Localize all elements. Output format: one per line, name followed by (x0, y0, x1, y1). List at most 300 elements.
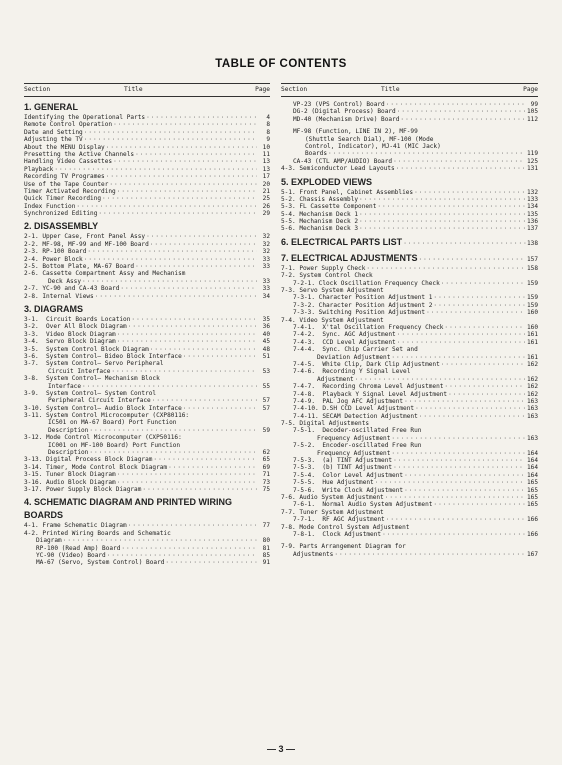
page-ref: 165 (526, 501, 538, 509)
toc-entry-title: 7-5-3. (b) TINT Adjustment (293, 464, 393, 472)
section-heading-text: 4. SCHEMATIC DIAGRAM AND PRINTED WIRING (24, 497, 232, 508)
page-ref: 32 (262, 240, 270, 248)
dot-leader (113, 121, 257, 128)
dot-leader (404, 487, 525, 494)
dot-leader (404, 472, 525, 479)
dot-leader (397, 339, 525, 346)
toc-entry-continued (281, 509, 538, 516)
page-ref: 36 (262, 323, 270, 331)
toc-entry-continued (281, 128, 538, 135)
dot-leader (391, 435, 525, 442)
toc-entry-title: 3-9. System Control— System Control (24, 389, 157, 397)
section-heading-text: 1. GENERAL (24, 102, 79, 112)
dot-leader (54, 166, 257, 173)
page-ref: 8 (266, 128, 270, 136)
toc-entry-title: 2-7. YC-90 and CA-43 Board (24, 285, 120, 293)
toc-entry-title: Peripheral Circuit Interface (48, 397, 151, 405)
toc-entry-title: (Shuttle Search Dial), MF-100 (Mode (305, 135, 434, 143)
toc-entry-title: Timer Activated Recording (24, 187, 116, 195)
toc-entry-title: Description (48, 449, 89, 457)
toc-entry-title: RP-100 (Read Amp) Board (36, 544, 121, 552)
page-ref: 81 (262, 544, 270, 552)
section-heading (24, 101, 270, 114)
toc-entry (281, 494, 538, 501)
dot-leader (117, 471, 257, 478)
toc-entry (281, 265, 538, 272)
toc-entry-continued (24, 412, 270, 419)
dot-leader (84, 256, 257, 263)
toc-entry-title: 7-1. Power Supply Check (281, 264, 366, 272)
dot-leader (393, 457, 525, 464)
toc-entry-title: 3-2. Over All Block Diagram (24, 323, 127, 331)
section-header: Section (281, 86, 308, 93)
toc-entry-title: Adjustments (293, 550, 334, 558)
toc-entry-continued (24, 442, 270, 449)
toc-entry (281, 196, 538, 203)
toc-entry-title: Presetting the Active Channels (24, 150, 135, 158)
page-ref: 162 (526, 360, 538, 368)
page-ref: 165 (526, 486, 538, 494)
toc-entry (24, 203, 270, 210)
page-ref: 59 (262, 426, 270, 434)
toc-entry-title: 4-3. Semiconductor Lead Layouts (281, 165, 395, 173)
toc-entry (24, 241, 270, 248)
column-header (281, 83, 538, 97)
page-ref: 45 (262, 338, 270, 346)
toc-entry-title: Remote Control Operation (24, 121, 113, 129)
page-ref: 73 (262, 478, 270, 486)
page-header: Page (255, 86, 270, 93)
page-ref: 32 (262, 233, 270, 241)
toc-entry-continued (281, 143, 538, 150)
page-ref: 166 (526, 530, 538, 538)
dot-leader (135, 151, 257, 158)
toc-entry-title: 3-5. System Control Block Diagram (24, 345, 149, 353)
page-ref: 135 (526, 210, 538, 218)
toc-entry (24, 346, 270, 353)
toc-entry-title: Quick Timer Recording (24, 195, 102, 203)
dot-leader (359, 225, 525, 232)
page-ref: 8 (266, 121, 270, 129)
toc-entry (24, 144, 270, 151)
dot-leader (150, 241, 257, 248)
page-ref: 57 (262, 397, 270, 405)
toc-entry-title: 3-13. Digital Process Block Diagram (24, 456, 153, 464)
page-ref: 10 (262, 143, 270, 151)
dot-leader (98, 210, 257, 217)
toc-entry-title: Identifying the Operational Parts (24, 114, 146, 121)
toc-entry-title: Use of the Tape Counter (24, 180, 109, 188)
page-ref: 160 (526, 323, 538, 331)
page-ref: 71 (262, 471, 270, 479)
toc-entry-title: 3-14. Timer, Mode Control Block Diagram (24, 463, 168, 471)
toc-entry (24, 397, 270, 404)
toc-entry (281, 487, 538, 494)
page-ref: 80 (262, 537, 270, 545)
page-ref: 164 (526, 457, 538, 465)
toc-entry (24, 449, 270, 456)
title-header: Title (381, 86, 400, 93)
toc-entry-title: 7-4. Video System Adjustment (281, 316, 384, 324)
toc-entry-continued (24, 375, 270, 382)
toc-entry (281, 405, 538, 412)
toc-entry-title: 4-2. Printed Wiring Boards and Schematic (24, 529, 171, 537)
dot-leader (146, 233, 257, 240)
section-heading (281, 252, 538, 265)
toc-entry-title: 7-5-2. Encoder-oscillated Free Run (293, 442, 422, 450)
toc-entry (24, 464, 270, 471)
toc-entry-title: VP-23 (VPS Control) Board (293, 101, 385, 108)
toc-entry (24, 456, 270, 463)
toc-entry-title: 7-4-1. X'tal Oscillation Frequency Check (293, 323, 444, 331)
section-header: Section (24, 86, 51, 93)
dot-leader (433, 302, 525, 309)
toc-entry (24, 136, 270, 143)
dot-leader (386, 516, 525, 523)
dot-leader (95, 293, 257, 300)
toc-entry-title: 7-3. Servo System Adjustment (281, 287, 384, 295)
toc-entry-title: MA-67 (Servo, System Control) Board (36, 559, 165, 567)
toc-entry (24, 552, 270, 559)
section-heading (24, 496, 270, 509)
toc-entry (281, 376, 538, 383)
dot-leader (414, 189, 525, 196)
toc-entry-title: 7-6-1. Normal Audio System Adjustment (293, 501, 433, 509)
dot-leader (107, 552, 257, 559)
dot-leader (377, 203, 525, 210)
toc-entry-title: 7-2-1. Clock Oscillation Frequency Check (293, 279, 440, 287)
toc-entry-title: 7-4-7. Recording Chroma Level Adjustment (293, 383, 444, 391)
dot-leader (393, 464, 525, 471)
toc-entry-title: 7-4-2. Sync. AGC Adjustment (293, 331, 396, 339)
toc-entry (281, 361, 538, 368)
toc-entry-title: 7-4-10. D.SH CCD Level Adjustment (293, 405, 415, 413)
toc-entry-continued (24, 270, 270, 277)
dot-leader (441, 361, 525, 368)
dot-leader (419, 253, 526, 265)
page-ref: 134 (526, 203, 538, 211)
toc-entry (281, 218, 538, 225)
dot-leader (359, 218, 525, 225)
section-heading (281, 236, 538, 249)
toc-entry-title: 7-4-9. PAL Jog AFC Adjustment (293, 397, 404, 405)
dot-leader (168, 464, 257, 471)
toc-entry (24, 248, 270, 255)
dot-leader (444, 383, 525, 390)
dot-leader (183, 405, 257, 412)
toc-entry (24, 368, 270, 375)
toc-entry-continued (281, 136, 538, 143)
page-ref: 20 (262, 180, 270, 188)
toc-entry-title: 7-3-3. Switching Position Adjustment (293, 309, 426, 317)
page-ref: 85 (262, 551, 270, 559)
toc-entry (24, 188, 270, 195)
toc-entry (24, 353, 270, 360)
toc-entry (24, 114, 270, 121)
toc-entry-continued (281, 346, 538, 353)
page-ref: 161 (526, 338, 538, 346)
toc-entry-title: Adjustment (317, 375, 354, 383)
toc-entry (24, 151, 270, 158)
dot-leader (328, 150, 525, 157)
page-ref: 53 (262, 367, 270, 375)
page-ref: 119 (526, 150, 538, 158)
toc-entry-title: Date and Setting (24, 128, 83, 136)
toc-entry (281, 302, 538, 309)
page-ref: 33 (262, 285, 270, 293)
page-ref: 34 (262, 292, 270, 300)
page-ref: 137 (526, 225, 538, 233)
dot-leader (415, 405, 525, 412)
toc-entry (281, 203, 538, 210)
toc-entry-title: Diagram (36, 537, 62, 545)
toc-entry-continued (281, 427, 538, 434)
dot-leader (385, 494, 525, 501)
dot-leader (120, 285, 257, 292)
toc-entry (24, 158, 270, 165)
dot-leader (89, 427, 257, 434)
toc-entry-title: 7-4-6. Recording Y Signal Level (293, 368, 411, 376)
toc-entry-title: Circuit Interface (48, 367, 111, 375)
section-heading-text: BOARDS (24, 510, 64, 521)
page-ref: 162 (526, 375, 538, 383)
toc-right-column (281, 83, 538, 558)
dot-leader (82, 278, 257, 285)
toc-entry (24, 316, 270, 323)
toc-entry-title: Synchronized Editing (24, 210, 98, 218)
toc-entry (24, 293, 270, 300)
toc-entry-title: DG-2 (Digital Process) Board (293, 108, 396, 116)
page-ref: 65 (262, 456, 270, 464)
toc-entry-title: 7-5-6. Write Clock Adjustment (293, 486, 404, 494)
page-ref: 75 (262, 485, 270, 493)
dot-leader (87, 248, 257, 255)
toc-entry (24, 405, 270, 412)
dot-leader (393, 158, 525, 165)
toc-entry (281, 116, 538, 123)
toc-entry-title: 5-1. Front Panel, Cabinet Assemblies (281, 188, 414, 196)
toc-entry-title: Deviation Adjustment (317, 353, 391, 361)
toc-entry (281, 294, 538, 301)
toc-entry-title: Recording TV Programes (24, 173, 105, 181)
page-ref: 51 (262, 352, 270, 360)
toc-entry (24, 537, 270, 544)
page-ref: 91 (262, 559, 270, 567)
toc-entry-title: Interface (48, 382, 82, 390)
toc-entry-title: 2-4. Power Block (24, 255, 83, 263)
toc-entry-title: 2-3. RP-100 Board (24, 248, 87, 256)
dot-leader (391, 354, 525, 361)
dot-leader (102, 195, 257, 202)
section-heading (281, 176, 538, 189)
toc-entry-title: 2-2. MF-98, MF-99 and MF-100 Board (24, 240, 149, 248)
page-ref: 164 (526, 471, 538, 479)
dot-leader (419, 413, 525, 420)
page-title: TABLE OF CONTENTS (215, 58, 347, 70)
page-ref: 35 (262, 315, 270, 323)
column-header (24, 83, 270, 97)
section-heading-text: 7. ELECTRICAL ADJUSTMENTS (281, 252, 418, 263)
toc-entry (281, 391, 538, 398)
toc-entry (281, 189, 538, 196)
dot-leader (355, 376, 525, 383)
toc-entry (281, 225, 538, 232)
toc-entry (281, 457, 538, 464)
dot-leader (142, 486, 257, 493)
toc-entry (24, 427, 270, 434)
dot-leader (386, 101, 525, 108)
page-ref: 167 (526, 550, 538, 558)
toc-entry (281, 479, 538, 486)
dot-leader (128, 323, 257, 330)
dot-leader (84, 129, 257, 136)
page-ref: 136 (526, 218, 538, 226)
toc-entry (24, 210, 270, 217)
page-ref: 138 (526, 239, 538, 247)
toc-entry (281, 435, 538, 442)
dot-leader (165, 559, 257, 566)
dot-leader (131, 316, 257, 323)
toc-entry (24, 121, 270, 128)
page-ref: 166 (526, 516, 538, 524)
page-number: — 3 — (266, 744, 295, 754)
toc-entry-continued (24, 434, 270, 441)
page-ref: 99 (530, 101, 538, 108)
toc-entry-title: 7-3-2. Character Position Adjustment 2 (293, 301, 433, 309)
page-ref: 112 (526, 115, 538, 123)
page-ref: 157 (526, 255, 538, 263)
toc-entry-title: 2-8. Internal Views (24, 292, 94, 300)
toc-entry-title: 3-8. System Control— Mechanism Block (24, 375, 160, 383)
toc-left-column (24, 83, 270, 567)
page-ref: 162 (526, 390, 538, 398)
toc-entry-continued (281, 442, 538, 449)
toc-entry-title: Handling Video Cassettes (24, 158, 113, 166)
dot-leader (117, 479, 257, 486)
page-ref: 125 (526, 157, 538, 165)
toc-entry (281, 413, 538, 420)
dot-leader (146, 114, 257, 121)
page-ref: 57 (262, 404, 270, 412)
toc-entry-continued (281, 543, 538, 550)
page-ref: 159 (526, 279, 538, 287)
dot-leader (153, 456, 257, 463)
toc-entry-title: MD-40 (Mechanism Drive) Board (293, 115, 400, 123)
toc-entry-title: 7-6. Audio System Adjustment (281, 493, 384, 501)
toc-entry (24, 545, 270, 552)
dot-leader (366, 265, 525, 272)
dot-leader (109, 181, 257, 188)
page-ref: 163 (526, 434, 538, 442)
page-ref: 163 (526, 412, 538, 420)
toc-entry-title: 2-1. Upper Case, Front Panel Assy (24, 233, 146, 241)
toc-entry (281, 464, 538, 471)
toc-entry (24, 522, 270, 529)
page-ref: 105 (526, 108, 538, 116)
page-ref: 133 (526, 195, 538, 203)
dot-leader (183, 353, 257, 360)
page-ref: 164 (526, 449, 538, 457)
page-ref: 159 (526, 294, 538, 302)
toc-entry (281, 211, 538, 218)
toc-entry (281, 150, 538, 157)
page-ref: 77 (262, 522, 270, 530)
title-header: Title (124, 86, 143, 93)
toc-entry-title: 7-7. Tuner System Adjustment (281, 508, 384, 516)
toc-entries-right (281, 101, 538, 558)
toc-entry-title: Control, Indicator), MJ-41 (MIC Jack) (305, 142, 441, 150)
toc-entry-title: About the MENU Display (24, 143, 105, 151)
toc-entry (24, 471, 270, 478)
toc-entry-continued (281, 317, 538, 324)
toc-entry-title: 3-16. Audio Block Diagram (24, 478, 116, 486)
dot-leader (375, 479, 525, 486)
toc-entry-title: 7-5-5. Hue Adjustment (293, 479, 374, 487)
page-ref: 62 (262, 449, 270, 457)
dot-leader (63, 537, 257, 544)
dot-leader (111, 368, 257, 375)
section-heading-text: 3. DIAGRAMS (24, 303, 84, 314)
toc-entry-title: Index Function (24, 202, 76, 210)
toc-entry-title: 3-1. Circuit Boards Location (24, 315, 131, 323)
toc-entry (24, 323, 270, 330)
page-ref: 69 (262, 463, 270, 471)
section-heading (24, 303, 270, 316)
toc-entry-title: 3-11. System Control Microcomputer (CXP80116: (24, 412, 190, 420)
toc-entry-title: 7-8. Mode Control System Adjustment (281, 523, 410, 531)
toc-entry-title: 7-4-3. CCD Level Adjustment (293, 338, 396, 346)
toc-entry (281, 324, 538, 331)
dot-leader (444, 324, 525, 331)
dot-leader (441, 280, 525, 287)
page-ref: 33 (262, 255, 270, 263)
page-ref: 9 (266, 136, 270, 144)
toc-entry (24, 559, 270, 566)
toc-entry-title: 7-5-3. (a) TINT Adjustment (293, 457, 393, 465)
toc-entry (24, 486, 270, 493)
toc-entry (281, 472, 538, 479)
toc-entry-title: 7-7-1. RF AGC Adjustment (293, 516, 385, 524)
dot-leader (359, 211, 525, 218)
toc-entry (281, 165, 538, 172)
toc-entry-continued (281, 287, 538, 294)
toc-entry-title: 5-2. Chassis Assembly (281, 195, 359, 203)
toc-entry-title: 3-15. Tuner Block Diagram (24, 471, 116, 479)
dot-leader (76, 203, 257, 210)
dot-leader (391, 450, 525, 457)
dot-leader (396, 165, 525, 172)
toc-entry (281, 531, 538, 538)
page-ref: 165 (526, 493, 538, 501)
dot-leader (121, 545, 257, 552)
toc-entry (24, 181, 270, 188)
page-ref: 131 (526, 165, 538, 173)
toc-entry (24, 338, 270, 345)
toc-entry (24, 173, 270, 180)
toc-entry-title: 7-4-11. SECAM Detection Adjustment (293, 412, 418, 420)
dot-leader (152, 397, 257, 404)
toc-entry (281, 516, 538, 523)
dot-leader (433, 501, 525, 508)
page-ref: 161 (526, 353, 538, 361)
toc-entry-title: 7-4-4. Sync. Chip Carrier Set and (293, 346, 418, 354)
dot-leader (397, 331, 525, 338)
toc-entry (281, 551, 538, 558)
dot-leader (106, 173, 257, 180)
dot-leader (426, 309, 525, 316)
dot-leader (448, 391, 525, 398)
toc-entry-title: IC501 on MA-67 Board) Port Function (48, 419, 177, 427)
